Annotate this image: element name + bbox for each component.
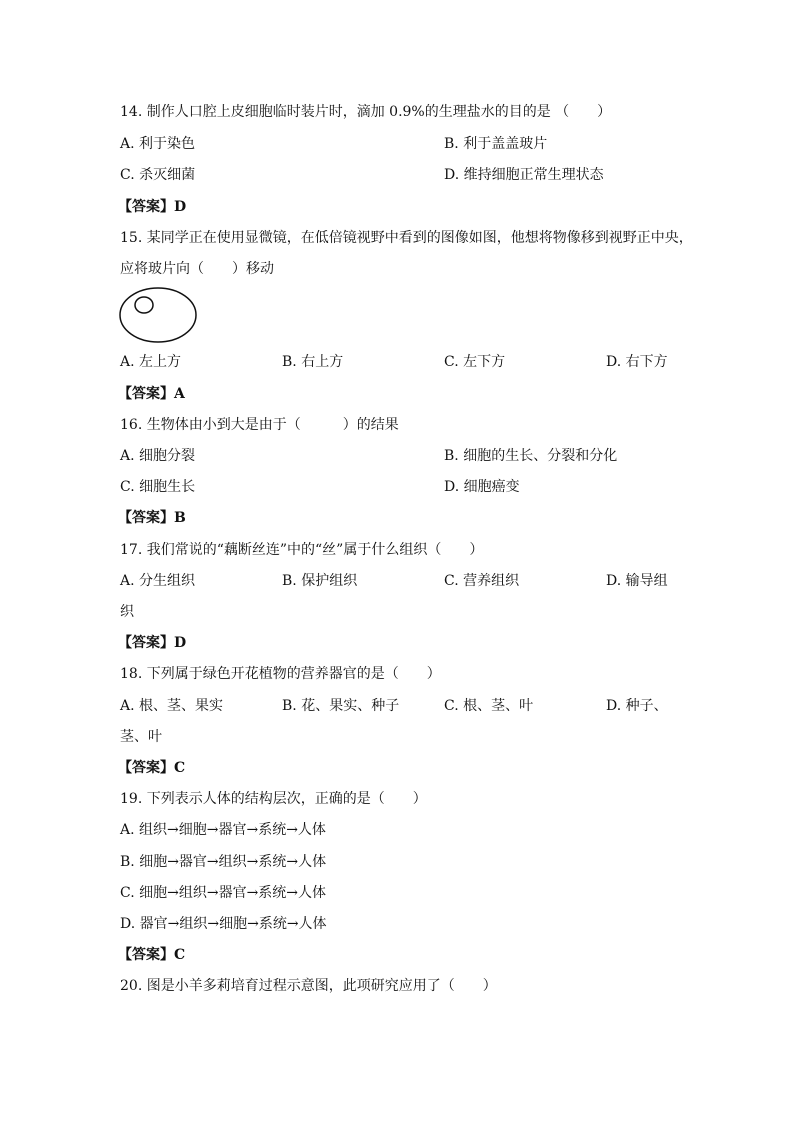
- question-17-option-c: C. 营养组织: [444, 573, 520, 589]
- question-17-option-d-wrap: 织: [120, 604, 134, 620]
- question-19-option-c: C. 细胞→组织→器官→系统→人体: [120, 885, 327, 901]
- field-of-view-ellipse: [120, 288, 196, 342]
- question-17-stem: 17. 我们常说的“藕断丝连”中的“丝”属于什么组织（ ）: [120, 542, 484, 558]
- question-16-option-c: C. 细胞生长: [120, 479, 196, 495]
- question-15-answer: 【答案】A: [118, 386, 185, 402]
- question-16-option-d: D. 细胞癌变: [444, 479, 520, 495]
- question-18-answer: 【答案】C: [118, 760, 186, 776]
- question-19-option-d: D. 器官→组织→细胞→系统→人体: [120, 916, 327, 932]
- question-18-option-b: B. 花、果实、种子: [282, 698, 400, 714]
- question-18-stem: 18. 下列属于绿色开花植物的营养器官的是（ ）: [120, 666, 441, 682]
- question-15-option-d: D. 右下方: [606, 354, 668, 370]
- question-17-option-b: B. 保护组织: [282, 573, 358, 589]
- question-15-option-a: A. 左上方: [120, 354, 182, 370]
- question-15-option-c: C. 左下方: [444, 354, 506, 370]
- question-14-answer: 【答案】D: [118, 199, 187, 215]
- question-15-stem-line-2: 应将玻片向（ ）移动: [120, 261, 274, 277]
- question-14-option-b: B. 利于盖盖玻片: [444, 136, 548, 152]
- question-17-option-d: D. 输导组: [606, 573, 668, 589]
- question-18-option-c: C. 根、茎、叶: [444, 698, 534, 714]
- question-14-option-c: C. 杀灭细菌: [120, 167, 196, 183]
- cell-image-circle: [135, 297, 153, 313]
- question-16-option-b: B. 细胞的生长、分裂和分化: [444, 448, 618, 464]
- question-14-option-a: A. 利于染色: [120, 136, 196, 152]
- question-19-answer: 【答案】C: [118, 947, 186, 963]
- question-15-option-b: B. 右上方: [282, 354, 344, 370]
- question-20-stem: 20. 图是小羊多莉培育过程示意图，此项研究应用了（ ）: [120, 978, 497, 994]
- question-17-option-a: A. 分生组织: [120, 573, 196, 589]
- question-19-option-a: A. 组织→细胞→器官→系统→人体: [120, 822, 326, 838]
- question-18-option-d: D. 种子、: [606, 698, 668, 714]
- question-14-stem: 14. 制作人口腔上皮细胞临时装片时，滴加 0.9%的生理盐水的目的是 （ ）: [120, 104, 612, 120]
- microscope-field-diagram: [118, 286, 200, 346]
- question-18-option-a: A. 根、茎、果实: [120, 698, 224, 714]
- question-17-answer: 【答案】D: [118, 635, 187, 651]
- question-15-stem-line-1: 15. 某同学正在使用显微镜，在低倍镜视野中看到的图像如图，他想将物像移到视野正中央，: [120, 230, 693, 246]
- question-19-stem: 19. 下列表示人体的结构层次，正确的是（ ）: [120, 791, 427, 807]
- question-14-option-d: D. 维持细胞正常生理状态: [444, 167, 604, 183]
- question-19-option-b: B. 细胞→器官→组织→系统→人体: [120, 854, 327, 870]
- question-18-option-d-wrap: 茎、叶: [120, 729, 162, 745]
- question-16-option-a: A. 细胞分裂: [120, 448, 196, 464]
- question-16-stem: 16. 生物体由小到大是由于（ ）的结果: [120, 417, 399, 433]
- question-16-answer: 【答案】B: [118, 510, 186, 526]
